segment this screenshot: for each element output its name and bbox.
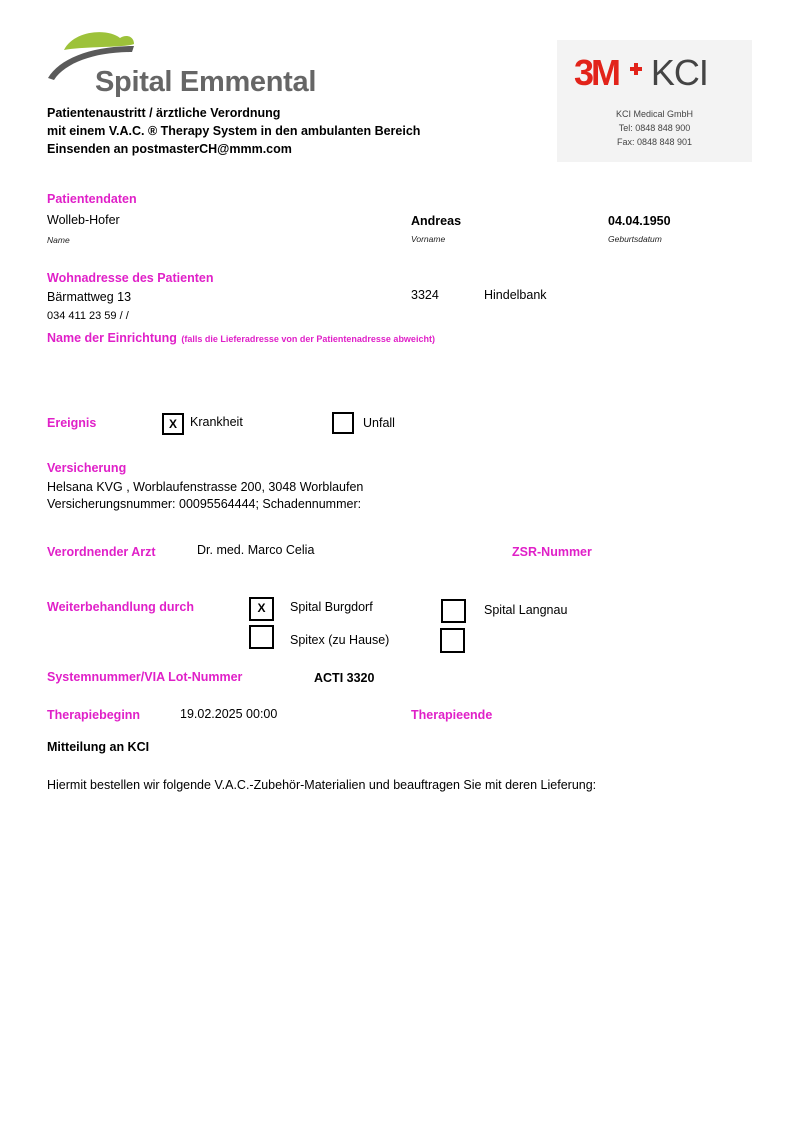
mitteilung-label: Mitteilung an KCI bbox=[47, 740, 150, 754]
spitex-checkbox[interactable] bbox=[249, 625, 274, 649]
patient-name: Wolleb-Hofer bbox=[47, 213, 120, 227]
arzt-label: Verordnender Arzt bbox=[47, 545, 156, 559]
burgdorf-checkbox[interactable]: X bbox=[249, 597, 274, 621]
mitteilung-text: Hiermit bestellen wir folgende V.A.C.-Zubehör-Materialien und beauftragen Sie mit deren Lieferung: bbox=[47, 778, 597, 792]
header-line-3: Einsenden an postmasterCH@mmm.com bbox=[47, 142, 292, 156]
unfall-checkbox[interactable] bbox=[332, 412, 354, 434]
ereignis-label: Ereignis bbox=[47, 416, 97, 430]
kci-fax: Fax: 0848 848 901 bbox=[616, 137, 693, 147]
address-street: Bärmattweg 13 bbox=[47, 290, 132, 304]
spitex-label: Spitex (zu Hause) bbox=[290, 633, 390, 647]
zsr-label: ZSR-Nummer bbox=[512, 545, 592, 559]
kci-tel: Tel: 0848 848 900 bbox=[618, 123, 691, 133]
patient-name-label: Name bbox=[47, 235, 70, 245]
kci-contact-panel bbox=[557, 40, 752, 162]
header-line-1: Patientenaustritt / ärztliche Verordnung bbox=[47, 106, 281, 120]
versicherung-label: Versicherung bbox=[47, 461, 127, 475]
plus-icon bbox=[630, 63, 642, 75]
system-value: ACTI 3320 bbox=[314, 671, 375, 685]
langnau-label: Spital Langnau bbox=[484, 603, 568, 617]
therapieende-label: Therapieende bbox=[411, 708, 493, 722]
kci-brand-logo bbox=[574, 52, 708, 94]
kci-company: KCI Medical GmbH bbox=[615, 109, 694, 119]
einrichtung-note: (falls die Lieferadresse von der Patientenadresse abweicht) bbox=[181, 334, 435, 344]
krankheit-checkbox[interactable]: X bbox=[162, 413, 184, 435]
langnau-checkbox[interactable] bbox=[441, 599, 466, 623]
address-section-title: Wohnadresse des Patienten bbox=[47, 271, 214, 285]
other-checkbox[interactable] bbox=[440, 628, 465, 653]
address-phone: 034 411 23 59 / / bbox=[47, 310, 129, 322]
versicherung-line-1: Helsana KVG , Worblaufenstrasse 200, 3048 Worblaufen bbox=[47, 480, 364, 494]
header-line-2: mit einem V.A.C. ® Therapy System in den ambulanten Bereich bbox=[47, 124, 421, 138]
system-label: Systemnummer/VIA Lot-Nummer bbox=[47, 670, 243, 684]
address-plz: 3324 bbox=[411, 288, 439, 302]
einrichtung-label: Name der Einrichtung bbox=[47, 331, 177, 345]
therapiebeginn-label: Therapiebeginn bbox=[47, 708, 141, 722]
patient-vorname: Andreas bbox=[411, 214, 462, 228]
burgdorf-label: Spital Burgdorf bbox=[290, 600, 373, 614]
brand-3m: 3M bbox=[574, 52, 619, 93]
einrichtung-row bbox=[47, 329, 435, 347]
unfall-label: Unfall bbox=[363, 416, 395, 430]
logo-text: Spital Emmental bbox=[95, 66, 317, 98]
patient-geburtsdatum-label: Geburtsdatum bbox=[608, 234, 662, 244]
versicherung-line-2: Versicherungsnummer: 00095564444; Schadennummer: bbox=[47, 497, 362, 511]
therapiebeginn-value: 19.02.2025 00:00 bbox=[180, 707, 278, 721]
weiterbehandlung-label: Weiterbehandlung durch bbox=[47, 600, 194, 614]
patient-geburtsdatum: 04.04.1950 bbox=[608, 214, 671, 228]
address-city: Hindelbank bbox=[484, 288, 547, 302]
spital-emmental-logo bbox=[46, 28, 321, 103]
arzt-value: Dr. med. Marco Celia bbox=[197, 543, 315, 557]
krankheit-label: Krankheit bbox=[190, 415, 243, 429]
patient-section-title: Patientendaten bbox=[47, 192, 137, 206]
patient-vorname-label: Vorname bbox=[411, 234, 446, 244]
brand-kci: KCI bbox=[650, 52, 708, 93]
